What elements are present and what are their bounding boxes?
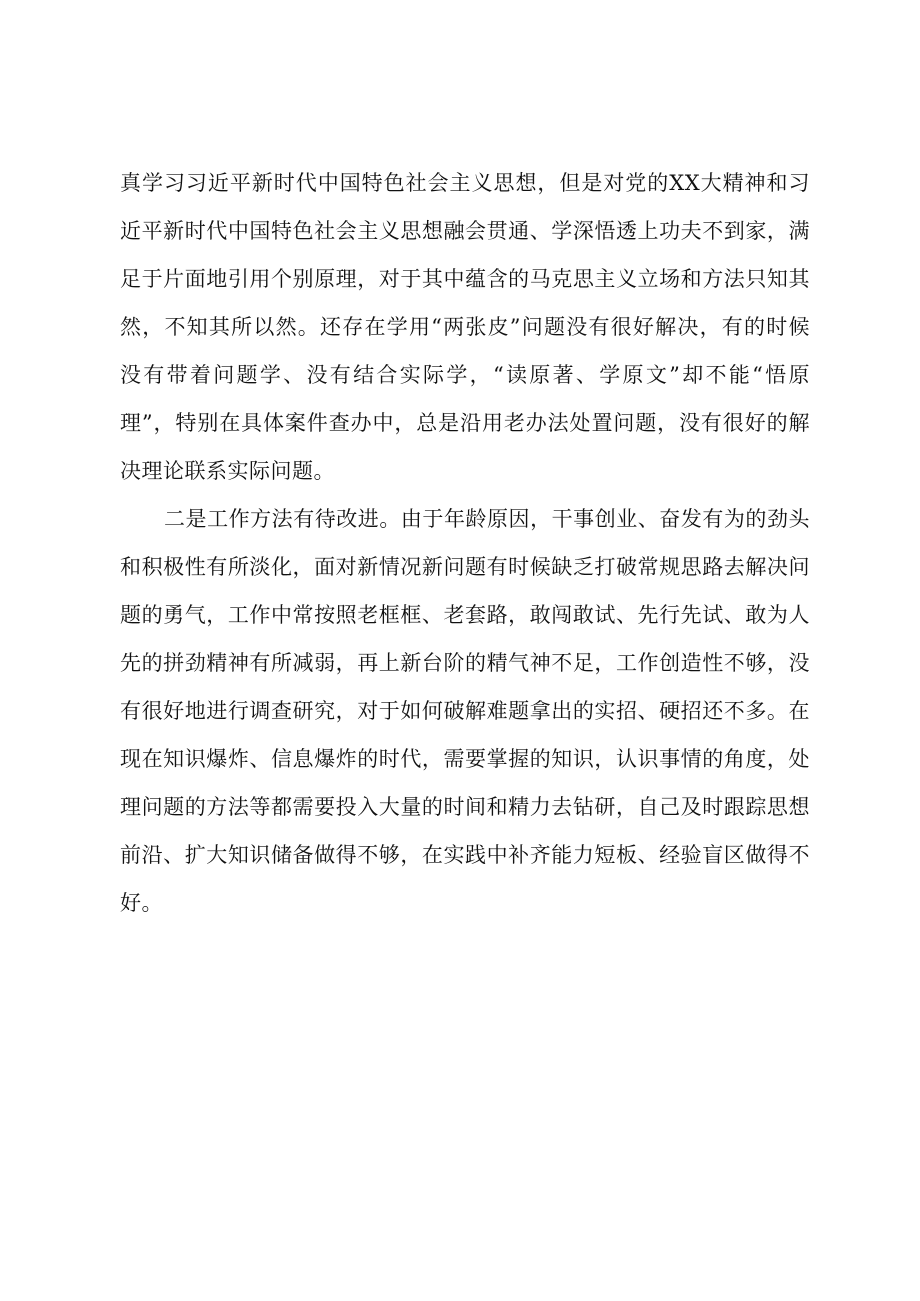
paragraph-line: 先的拼劲精神有所减弱，再上新台阶的精气神不足，工作创造性不够，没 xyxy=(120,651,810,675)
paragraph-line: 有很好地进行调查研究，对于如何破解难题拿出的实招、硬招还不多。在 xyxy=(120,699,810,723)
paragraph-line: 现在知识爆炸、信息爆炸的时代，需要掌握的知识，认识事情的角度，处 xyxy=(120,747,810,771)
paragraph-line: 好。 xyxy=(120,891,163,915)
paragraph-line: 题的勇气，工作中常按照老框框、老套路，敢闯敢试、先行先试、敢为人 xyxy=(120,603,810,627)
paragraph-line: 决理论联系实际问题。 xyxy=(120,459,335,483)
paragraph-line: 没有带着问题学、没有结合实际学，“读原著、学原文”却不能“悟原 xyxy=(120,363,810,387)
paragraph-1 xyxy=(120,159,810,495)
paragraph-line: 足于片面地引用个别原理，对于其中蕴含的马克思主义立场和方法只知其 xyxy=(120,267,810,291)
paragraph-line: 理问题的方法等都需要投入大量的时间和精力去钻研，自己及时跟踪思想 xyxy=(120,795,810,819)
paragraph-line: 真学习习近平新时代中国特色社会主义思想，但是对党的XX大精神和习 xyxy=(120,171,810,195)
paragraph-line: 然，不知其所以然。还存在学用“两张皮”问题没有很好解决，有的时候 xyxy=(120,315,810,339)
paragraph-line: 前沿、扩大知识储备做得不够，在实践中补齐能力短板、经验盲区做得不 xyxy=(120,843,810,867)
paragraph-line: 二是工作方法有待改进。由于年龄原因，干事创业、奋发有为的劲头 xyxy=(164,507,810,531)
paragraph-line: 和积极性有所淡化，面对新情况新问题有时候缺乏打破常规思路去解决问 xyxy=(120,555,810,579)
paragraph-line: 近平新时代中国特色社会主义思想融会贯通、学深悟透上功夫不到家，满 xyxy=(120,219,810,243)
document-body xyxy=(120,159,810,927)
paragraph-2 xyxy=(120,495,810,927)
paragraph-line: 理”，特别在具体案件查办中，总是沿用老办法处置问题，没有很好的解 xyxy=(120,411,810,435)
